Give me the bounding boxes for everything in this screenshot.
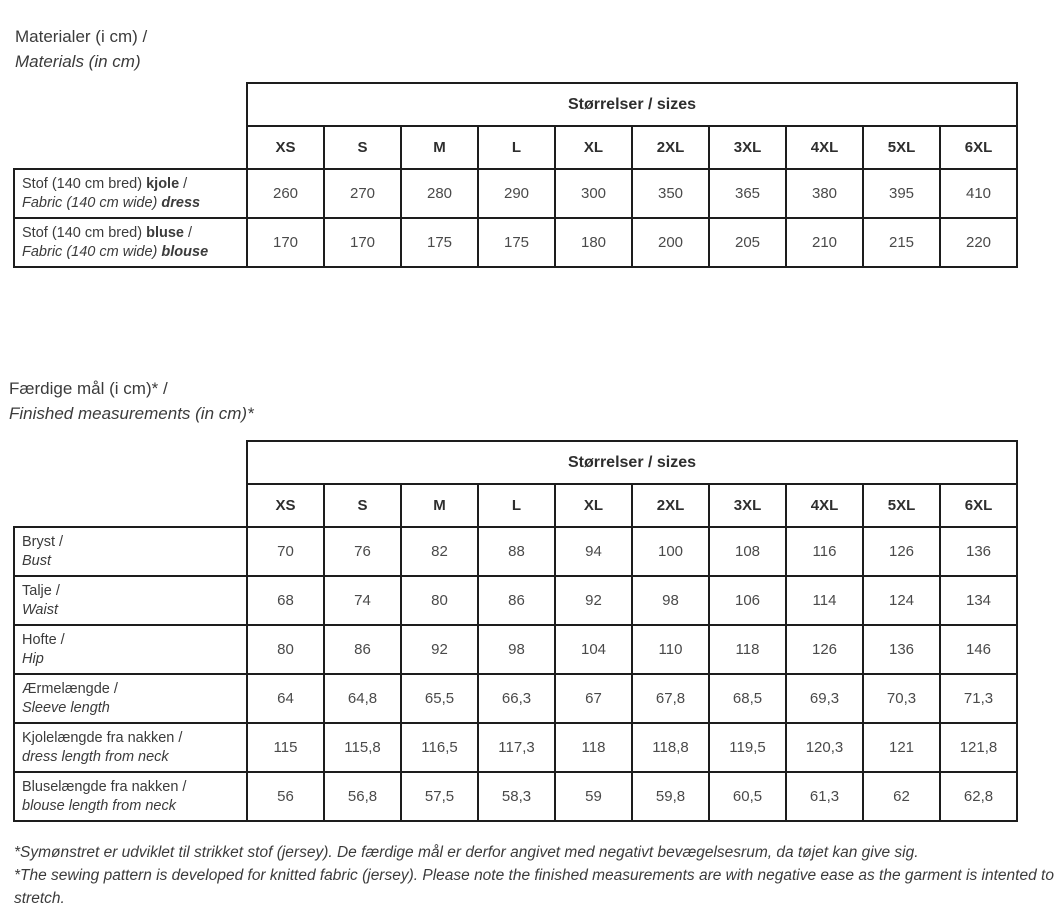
size-header-2xl: 2XL [632, 126, 709, 169]
value-cell: 92 [401, 625, 478, 674]
value-cell: 62,8 [940, 772, 1017, 821]
size-header-6xl: 6XL [940, 484, 1017, 527]
size-header-s: S [324, 484, 401, 527]
table-corner-spacer [14, 83, 247, 126]
value-cell: 136 [863, 625, 940, 674]
size-header-5xl: 5XL [863, 126, 940, 169]
value-cell: 118 [555, 723, 632, 772]
value-cell: 365 [709, 169, 786, 218]
value-cell: 58,3 [478, 772, 555, 821]
value-cell: 146 [940, 625, 1017, 674]
size-header-xl: XL [555, 126, 632, 169]
value-cell: 65,5 [401, 674, 478, 723]
value-cell: 60,5 [709, 772, 786, 821]
size-header-xs: XS [247, 484, 324, 527]
value-cell: 380 [786, 169, 863, 218]
value-cell: 350 [632, 169, 709, 218]
size-labels-row [14, 484, 1017, 527]
size-header-xs: XS [247, 126, 324, 169]
materials-heading-danish: Materialer (i cm) / [15, 27, 148, 46]
value-cell: 170 [247, 218, 324, 267]
value-cell: 94 [555, 527, 632, 576]
value-cell: 118,8 [632, 723, 709, 772]
value-cell: 119,5 [709, 723, 786, 772]
row-label: Stof (140 cm bred) bluse / Fabric (140 cm wide) blouse [14, 218, 247, 267]
value-cell: 59,8 [632, 772, 709, 821]
table-row [14, 527, 1017, 576]
value-cell: 180 [555, 218, 632, 267]
value-cell: 74 [324, 576, 401, 625]
value-cell: 106 [709, 576, 786, 625]
value-cell: 67,8 [632, 674, 709, 723]
value-cell: 300 [555, 169, 632, 218]
finished-measurements-table [13, 440, 1018, 822]
table-corner-spacer [14, 126, 247, 169]
materials-heading-english: Materials (in cm) [15, 52, 141, 71]
value-cell: 170 [324, 218, 401, 267]
value-cell: 100 [632, 527, 709, 576]
table-corner-spacer [14, 484, 247, 527]
finished-heading-english: Finished measurements (in cm)* [9, 404, 254, 423]
value-cell: 92 [555, 576, 632, 625]
size-header-5xl: 5XL [863, 484, 940, 527]
value-cell: 56,8 [324, 772, 401, 821]
finished-measurements-heading [9, 376, 254, 426]
size-header-2xl: 2XL [632, 484, 709, 527]
table-row [14, 723, 1017, 772]
size-header-3xl: 3XL [709, 484, 786, 527]
value-cell: 70 [247, 527, 324, 576]
value-cell: 88 [478, 527, 555, 576]
footnote-danish: *Symønstret er udviklet til strikket stof (jersey). De færdige mål er derfor angivet med negativt bevægelsesrum, da tøjet kan give sig. [14, 844, 919, 861]
value-cell: 126 [863, 527, 940, 576]
value-cell: 114 [786, 576, 863, 625]
value-cell: 86 [324, 625, 401, 674]
value-cell: 290 [478, 169, 555, 218]
value-cell: 205 [709, 218, 786, 267]
value-cell: 260 [247, 169, 324, 218]
value-cell: 66,3 [478, 674, 555, 723]
materials-table [13, 82, 1018, 268]
value-cell: 121 [863, 723, 940, 772]
size-header-4xl: 4XL [786, 126, 863, 169]
value-cell: 121,8 [940, 723, 1017, 772]
value-cell: 116,5 [401, 723, 478, 772]
sizes-header-row [14, 83, 1017, 126]
value-cell: 62 [863, 772, 940, 821]
row-label: Hofte / Hip [14, 625, 247, 674]
sizes-header-row [14, 441, 1017, 484]
table-row [14, 674, 1017, 723]
table-row [14, 625, 1017, 674]
row-label: Stof (140 cm bred) kjole / Fabric (140 cm wide) dress [14, 169, 247, 218]
row-label: Bluselængde fra nakken / blouse length from neck [14, 772, 247, 821]
size-header-l: L [478, 126, 555, 169]
value-cell: 108 [709, 527, 786, 576]
value-cell: 210 [786, 218, 863, 267]
value-cell: 280 [401, 169, 478, 218]
footnote-english: *The sewing pattern is developed for knitted fabric (jersey). Please note the finished measurements are with negative ease as the garment is intented to stretch. [14, 867, 1054, 907]
value-cell: 64,8 [324, 674, 401, 723]
size-header-s: S [324, 126, 401, 169]
value-cell: 270 [324, 169, 401, 218]
size-header-l: L [478, 484, 555, 527]
size-header-4xl: 4XL [786, 484, 863, 527]
table-corner-spacer [14, 441, 247, 484]
value-cell: 82 [401, 527, 478, 576]
row-label: Ærmelængde / Sleeve length [14, 674, 247, 723]
value-cell: 120,3 [786, 723, 863, 772]
row-label: Bryst / Bust [14, 527, 247, 576]
row-label: Kjolelængde fra nakken / dress length from neck [14, 723, 247, 772]
value-cell: 115 [247, 723, 324, 772]
value-cell: 86 [478, 576, 555, 625]
value-cell: 69,3 [786, 674, 863, 723]
value-cell: 124 [863, 576, 940, 625]
value-cell: 116 [786, 527, 863, 576]
size-header-3xl: 3XL [709, 126, 786, 169]
value-cell: 215 [863, 218, 940, 267]
value-cell: 220 [940, 218, 1017, 267]
value-cell: 61,3 [786, 772, 863, 821]
value-cell: 71,3 [940, 674, 1017, 723]
sizes-span-header: Størrelser / sizes [247, 441, 1017, 484]
value-cell: 200 [632, 218, 709, 267]
value-cell: 118 [709, 625, 786, 674]
value-cell: 134 [940, 576, 1017, 625]
materials-heading [15, 24, 147, 74]
value-cell: 76 [324, 527, 401, 576]
finished-heading-danish: Færdige mål (i cm)* / [9, 379, 168, 398]
value-cell: 80 [401, 576, 478, 625]
value-cell: 57,5 [401, 772, 478, 821]
value-cell: 59 [555, 772, 632, 821]
size-header-m: M [401, 126, 478, 169]
size-header-m: M [401, 484, 478, 527]
value-cell: 115,8 [324, 723, 401, 772]
value-cell: 98 [632, 576, 709, 625]
value-cell: 67 [555, 674, 632, 723]
size-labels-row [14, 126, 1017, 169]
value-cell: 68,5 [709, 674, 786, 723]
size-header-6xl: 6XL [940, 126, 1017, 169]
table-row [14, 218, 1017, 267]
row-label: Talje / Waist [14, 576, 247, 625]
value-cell: 110 [632, 625, 709, 674]
table-row [14, 169, 1017, 218]
value-cell: 395 [863, 169, 940, 218]
sizes-span-header: Størrelser / sizes [247, 83, 1017, 126]
value-cell: 175 [478, 218, 555, 267]
value-cell: 68 [247, 576, 324, 625]
footnote [14, 841, 1056, 910]
value-cell: 70,3 [863, 674, 940, 723]
value-cell: 410 [940, 169, 1017, 218]
value-cell: 98 [478, 625, 555, 674]
table-row [14, 576, 1017, 625]
value-cell: 104 [555, 625, 632, 674]
value-cell: 136 [940, 527, 1017, 576]
size-header-xl: XL [555, 484, 632, 527]
value-cell: 117,3 [478, 723, 555, 772]
value-cell: 126 [786, 625, 863, 674]
value-cell: 56 [247, 772, 324, 821]
value-cell: 80 [247, 625, 324, 674]
value-cell: 175 [401, 218, 478, 267]
value-cell: 64 [247, 674, 324, 723]
table-row [14, 772, 1017, 821]
